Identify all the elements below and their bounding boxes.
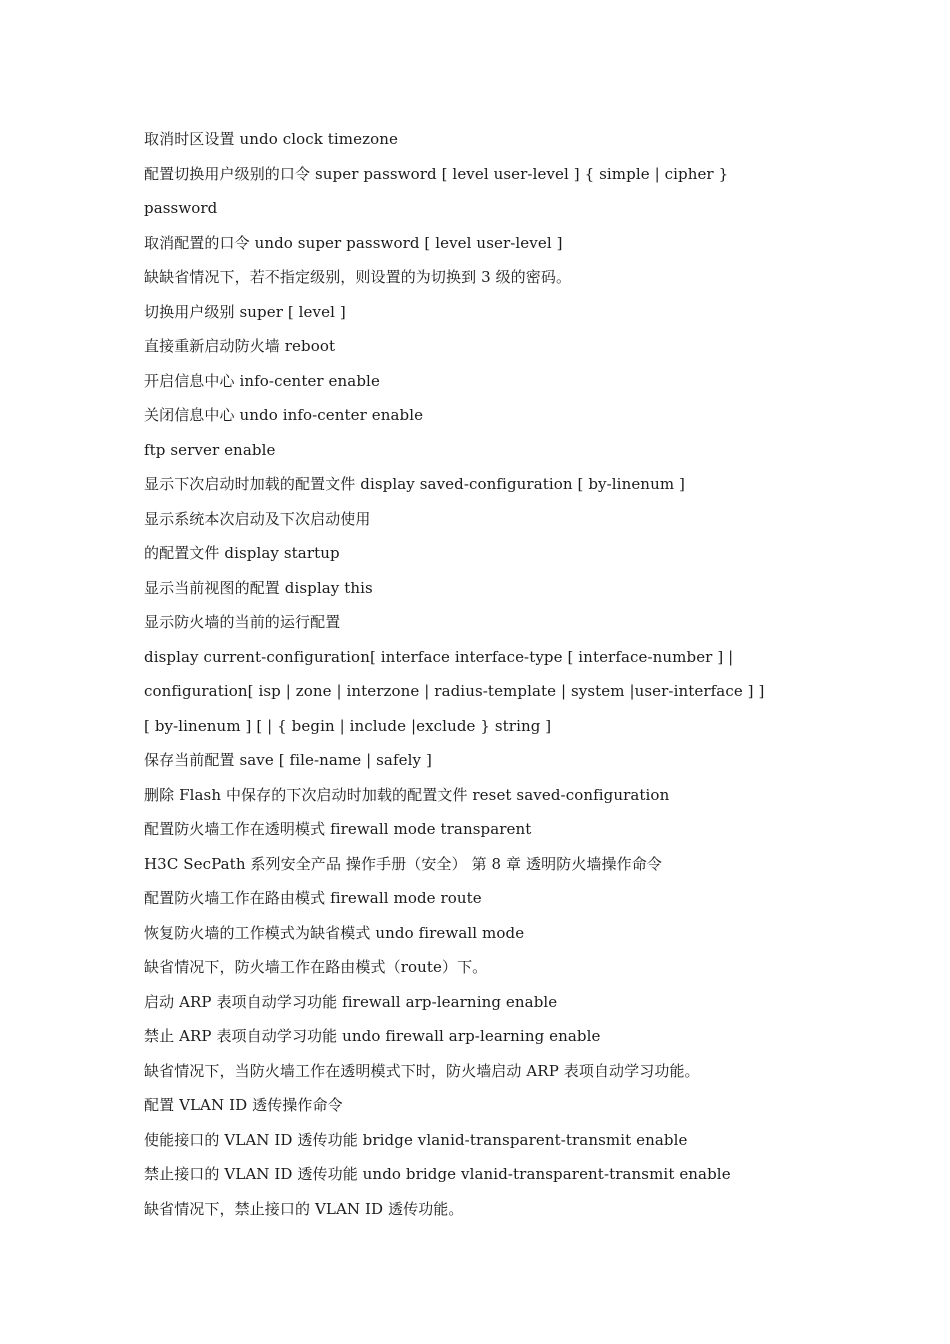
text-line: 禁止接口的 VLAN ID 透传功能 undo bridge vlanid-transparent-transmit enable <box>144 1165 731 1183</box>
text-line: 缺省情况下，防火墙工作在路由模式（route）下。 <box>144 958 488 976</box>
text-line: 显示系统本次启动及下次启动使用 <box>144 509 371 528</box>
text-line: configuration[ isp | zone | interzone | radius-template | system |user-interface ] ] <box>144 682 765 700</box>
text-line: 缺省情况下，禁止接口的 VLAN ID 透传功能。 <box>144 1199 464 1218</box>
text-line: display current-configuration[ interface interface-type [ interface-number ] | <box>144 647 734 666</box>
text-line: 配置防火墙工作在透明模式 firewall mode transparent <box>144 820 532 838</box>
text-line: 删除 Flash 中保存的下次启动时加载的配置文件 reset saved-configuration <box>144 785 670 804</box>
text-line: 缺缺省情况下，若不指定级别，则设置的为切换到 3 级的密码。 <box>144 268 572 286</box>
text-line: 配置防火墙工作在路由模式 firewall mode route <box>144 889 482 907</box>
text-line: 恢复防火墙的工作模式为缺省模式 undo firewall mode <box>144 923 525 942</box>
text-line: 显示防火墙的当前的运行配置 <box>144 613 341 631</box>
text-line: 保存当前配置 save [ file-name | safely ] <box>144 751 432 769</box>
document-body <box>144 122 844 1226</box>
text-line: password <box>144 199 218 217</box>
text-line: 禁止 ARP 表项自动学习功能 undo firewall arp-learning enable <box>144 1027 601 1045</box>
text-line: 切换用户级别 super [ level ] <box>144 302 346 321</box>
text-line: 配置切换用户级别的口令 super password [ level user-level ] { simple | cipher } <box>144 164 729 183</box>
text-line: H3C SecPath 系列安全产品 操作手册（安全） 第 8 章 透明防火墙操作命令 <box>144 854 662 873</box>
text-line: 取消时区设置 undo clock timezone <box>144 130 398 148</box>
text-line: 启动 ARP 表项自动学习功能 firewall arp-learning enable <box>144 992 558 1011</box>
text-line: 缺省情况下，当防火墙工作在透明模式下时，防火墙启动 ARP 表项自动学习功能。 <box>144 1061 700 1080</box>
text-line: 显示下次启动时加载的配置文件 display saved-configuration [ by-linenum ] <box>144 475 685 493</box>
text-line: 关闭信息中心 undo info-center enable <box>144 406 424 424</box>
text-line: [ by-linenum ] [ | { begin | include |exclude } string ] <box>144 716 552 735</box>
text-line: 配置 VLAN ID 透传操作命令 <box>144 1096 343 1114</box>
text-line: ftp server enable <box>144 440 276 459</box>
text-line: 的配置文件 display startup <box>144 544 340 562</box>
text-line: 开启信息中心 info-center enable <box>144 371 380 390</box>
text-line: 取消配置的口令 undo super password [ level user-level ] <box>144 233 563 252</box>
text-line: 显示当前视图的配置 display this <box>144 578 373 597</box>
text-line: 直接重新启动防火墙 reboot <box>144 337 336 355</box>
text-line: 使能接口的 VLAN ID 透传功能 bridge vlanid-transparent-transmit enable <box>144 1130 688 1149</box>
